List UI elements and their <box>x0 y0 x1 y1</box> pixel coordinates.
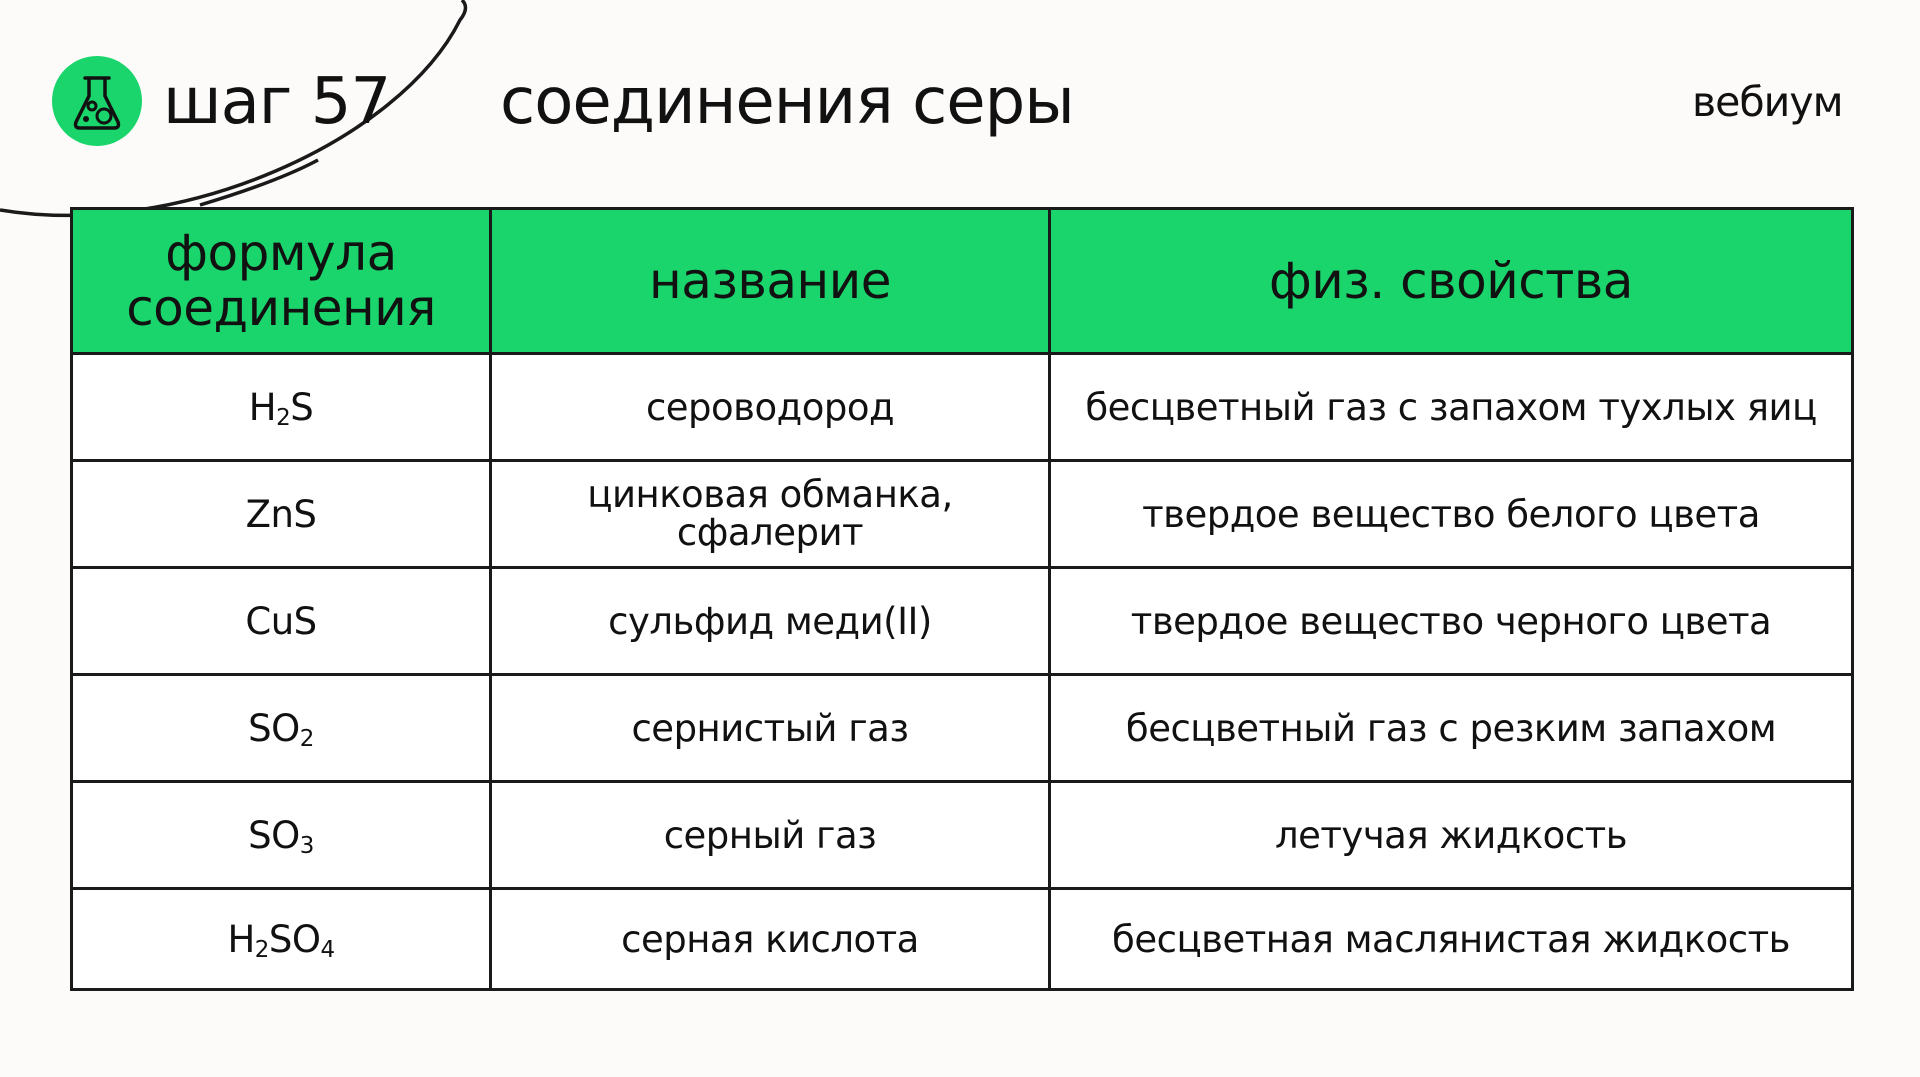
properties-cell: бесцветный газ с резким запахом <box>1050 675 1853 782</box>
formula-subscript: 2 <box>276 404 291 431</box>
decorative-arc-inner <box>200 160 318 205</box>
formula-symbol: H <box>227 917 255 961</box>
properties-cell: бесцветная маслянистая жидкость <box>1050 889 1853 990</box>
step-label: шаг 57 <box>163 65 391 139</box>
formula-symbol: SO <box>248 813 300 857</box>
flask-icon <box>52 56 142 146</box>
formula-cell <box>72 354 491 461</box>
formula-subscript: 2 <box>254 936 269 963</box>
formula-cell <box>72 889 491 990</box>
formula-cell <box>72 568 491 675</box>
table-row <box>72 354 1853 461</box>
name-cell: сероводород <box>491 354 1050 461</box>
table-body <box>72 354 1853 990</box>
table-row <box>72 675 1853 782</box>
formula-cell <box>72 461 491 568</box>
name-cell: сернистый газ <box>491 675 1050 782</box>
sulfur-compounds-table <box>70 207 1854 991</box>
formula-symbol: SO <box>248 706 300 750</box>
formula-symbol: H <box>248 385 277 429</box>
header-name: название <box>491 209 1050 354</box>
name-cell: сульфид меди(II) <box>491 568 1050 675</box>
properties-cell: летучая жидкость <box>1050 782 1853 889</box>
formula-cell <box>72 782 491 889</box>
formula-subscript: 4 <box>320 936 335 963</box>
page-title: соединения серы <box>500 65 1074 139</box>
name-cell: серная кислота <box>491 889 1050 990</box>
properties-cell: твердое вещество белого цвета <box>1050 461 1853 568</box>
table-header-row <box>72 209 1853 354</box>
table-row <box>72 568 1853 675</box>
name-cell: серный газ <box>491 782 1050 889</box>
table-row <box>72 889 1853 990</box>
formula-subscript: 3 <box>299 832 314 859</box>
formula-symbol: SO <box>268 917 321 961</box>
formula-symbol: S <box>290 385 314 429</box>
table-row <box>72 461 1853 568</box>
logo-badge <box>52 56 142 146</box>
properties-cell: бесцветный газ с запахом тухлых яиц <box>1050 354 1853 461</box>
formula-cell <box>72 675 491 782</box>
formula-symbol: ZnS <box>245 492 317 536</box>
header-formula: формула соединения <box>72 209 491 354</box>
formula-subscript: 2 <box>299 725 314 752</box>
properties-cell: твердое вещество черного цвета <box>1050 568 1853 675</box>
brand-logo-text: вебиум <box>1692 78 1843 126</box>
formula-symbol: CuS <box>245 599 317 643</box>
header-properties: физ. свойства <box>1050 209 1853 354</box>
name-cell: цинковая обманка, сфалерит <box>491 461 1050 568</box>
table-row <box>72 782 1853 889</box>
